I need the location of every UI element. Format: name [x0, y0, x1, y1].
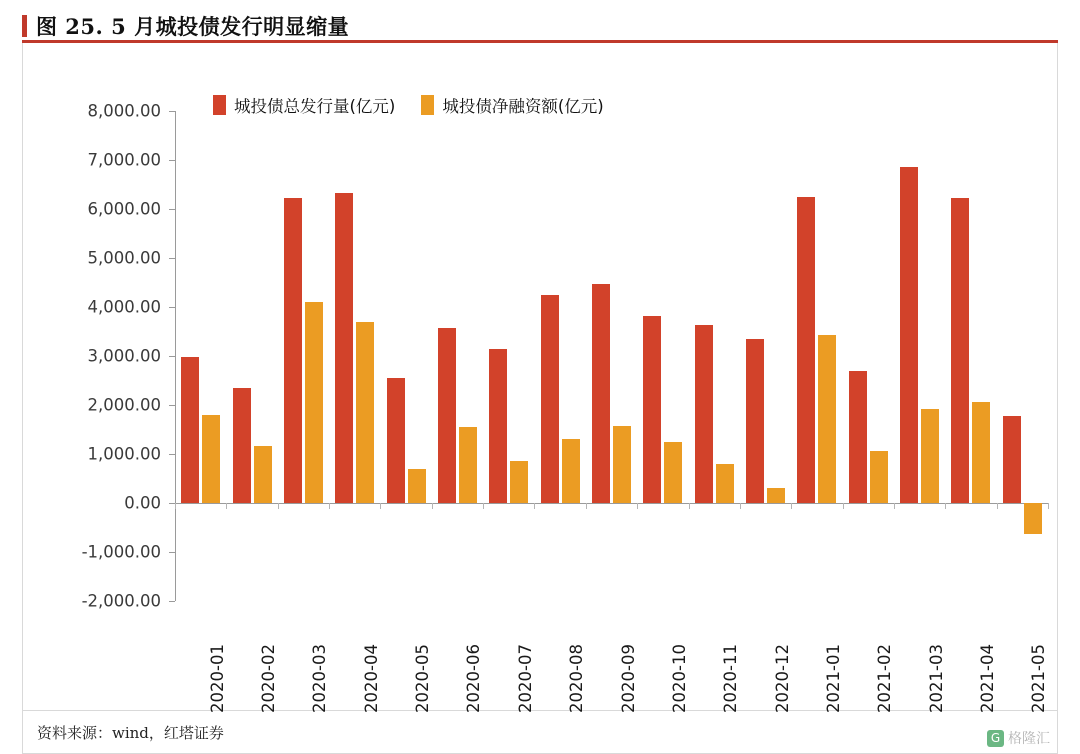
x-axis-tick-mark [380, 503, 381, 509]
y-axis-tick-label: 5,000.00 [87, 248, 161, 268]
bar-net-financing [356, 322, 374, 503]
y-axis-tick-mark [169, 307, 175, 308]
bar-net-financing [870, 451, 888, 503]
watermark-text: 格隆汇 [1008, 731, 1050, 747]
y-axis-tick-mark [169, 454, 175, 455]
legend-label: 城投债净融资额(亿元) [442, 97, 604, 116]
y-axis-tick-mark [169, 356, 175, 357]
x-axis-tick-mark [740, 503, 741, 509]
x-axis-label: 2020-04 [361, 644, 381, 713]
bar-net-financing [664, 442, 682, 503]
y-axis-tick-label: -1,000.00 [81, 542, 161, 562]
bar-total-issuance [438, 328, 456, 503]
bar-total-issuance [592, 284, 610, 503]
x-axis-tick-mark [689, 503, 690, 509]
y-axis-tick-mark [169, 111, 175, 112]
x-axis-tick-mark [175, 503, 176, 509]
bar-total-issuance [900, 167, 918, 503]
page-title: 图 25. 5 月城投债发行明显缩量 [36, 14, 350, 39]
y-axis-tick-label: 1,000.00 [87, 444, 161, 464]
y-axis-tick-mark [169, 601, 175, 602]
x-axis-tick-mark [329, 503, 330, 509]
bar-total-issuance [489, 349, 507, 503]
x-axis-tick-mark [843, 503, 844, 509]
x-axis-label: 2020-10 [669, 644, 689, 713]
x-axis-label: 2021-04 [977, 644, 997, 713]
figure-title-row [22, 8, 1058, 44]
y-axis-tick-label: 4,000.00 [87, 297, 161, 317]
watermark [987, 728, 1050, 748]
x-axis-tick-mark [894, 503, 895, 509]
bar-net-financing [254, 446, 272, 503]
bar-net-financing [510, 461, 528, 503]
bar-net-financing [972, 402, 990, 503]
y-axis-tick-mark [169, 405, 175, 406]
y-axis-tick-label: -2,000.00 [81, 591, 161, 611]
x-axis-tick-mark [226, 503, 227, 509]
x-axis-label: 2020-12 [772, 644, 792, 713]
x-axis-label: 2021-02 [875, 644, 895, 713]
x-axis-tick-mark [483, 503, 484, 509]
title-accent-bar [22, 15, 27, 37]
x-axis-label: 2021-01 [823, 644, 843, 713]
bar-net-financing [921, 409, 939, 503]
bar-net-financing [716, 464, 734, 503]
chart-container [22, 43, 1058, 711]
x-axis-tick-mark [586, 503, 587, 509]
x-axis-tick-mark [432, 503, 433, 509]
x-axis-label: 2020-01 [207, 644, 227, 713]
bar-total-issuance [1003, 416, 1021, 503]
bar-net-financing [1024, 503, 1042, 534]
source-row [22, 711, 1058, 754]
x-axis-tick-mark [791, 503, 792, 509]
bar-total-issuance [746, 339, 764, 503]
bar-total-issuance [233, 388, 251, 503]
x-axis-tick-mark [637, 503, 638, 509]
y-axis-tick-label: 6,000.00 [87, 199, 161, 219]
x-axis-tick-mark [1048, 503, 1049, 509]
y-axis-tick-label: 3,000.00 [87, 346, 161, 366]
x-axis-label: 2020-08 [567, 644, 587, 713]
x-axis-tick-mark [278, 503, 279, 509]
x-axis-tick-mark [945, 503, 946, 509]
x-axis-label: 2020-05 [413, 644, 433, 713]
bar-total-issuance [387, 378, 405, 503]
x-axis-label: 2020-07 [515, 644, 535, 713]
x-axis-label: 2020-11 [721, 644, 741, 713]
x-axis-label: 2020-02 [259, 644, 279, 713]
source-text: 资料来源：wind，红塔证券 [37, 723, 224, 742]
bar-net-financing [305, 302, 323, 503]
bar-total-issuance [643, 316, 661, 503]
bar-net-financing [613, 426, 631, 503]
bar-total-issuance [951, 198, 969, 503]
y-axis-tick-label: 8,000.00 [87, 101, 161, 121]
y-axis-tick-label: 7,000.00 [87, 150, 161, 170]
bar-net-financing [202, 415, 220, 503]
y-axis-tick-mark [169, 258, 175, 259]
bar-total-issuance [541, 295, 559, 503]
x-axis-label: 2020-03 [310, 644, 330, 713]
x-axis-tick-mark [997, 503, 998, 509]
bar-net-financing [459, 427, 477, 503]
watermark-logo-icon: G [987, 730, 1004, 747]
y-axis-tick-label: 0.00 [124, 493, 161, 513]
y-axis-tick-label: 2,000.00 [87, 395, 161, 415]
x-axis-tick-mark [534, 503, 535, 509]
y-axis-tick-mark [169, 160, 175, 161]
bar-total-issuance [797, 197, 815, 503]
x-axis-label: 2021-05 [1029, 644, 1049, 713]
bar-total-issuance [695, 325, 713, 503]
bar-net-financing [767, 488, 785, 503]
bar-total-issuance [284, 198, 302, 503]
bar-total-issuance [335, 193, 353, 503]
bar-net-financing [818, 335, 836, 503]
y-axis-tick-mark [169, 552, 175, 553]
y-axis-tick-mark [169, 209, 175, 210]
y-axis-line [175, 111, 176, 601]
bar-net-financing [562, 439, 580, 503]
x-axis-label: 2020-06 [464, 644, 484, 713]
x-axis-label: 2021-03 [926, 644, 946, 713]
bar-total-issuance [849, 371, 867, 503]
legend-label: 城投债总发行量(亿元) [234, 97, 396, 116]
bar-net-financing [408, 469, 426, 503]
zero-baseline [175, 503, 1048, 504]
x-axis-label: 2020-09 [618, 644, 638, 713]
bar-total-issuance [181, 357, 199, 503]
